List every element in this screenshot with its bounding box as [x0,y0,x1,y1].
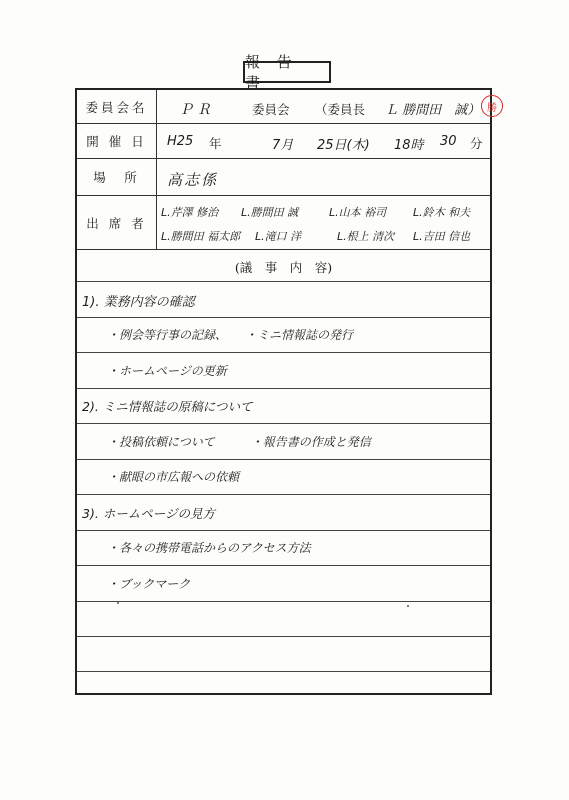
date-era-year: H25 [167,134,194,149]
place-value-cell [157,159,490,195]
attendee-7: L.根上 清次 [337,230,395,243]
attendee-8: L.吉田 信也 [413,230,471,243]
rule-line [77,565,490,566]
rule-line [77,530,490,531]
committee-value [157,90,497,123]
paper-speck [117,602,119,604]
committee-row [77,90,497,124]
minutes-line-9: ・ブックマーク [107,577,191,591]
attendee-1: L.芹澤 修治 [161,206,219,219]
attendees-row [77,196,490,250]
date-row [77,124,490,159]
attendee-4: L.鈴木 和夫 [413,206,471,219]
committee-label: 委員会名 [77,90,157,123]
minutes-line-1: 1). 業務内容の確認 [82,295,195,310]
minutes-line-5: ・投稿依頼について ・報告書の作成と発信 [107,435,371,449]
place-label: 場 所 [77,159,157,195]
date-value [157,124,490,158]
committee-name: ＰＲ [179,102,215,118]
seal-stamp: 勝 [481,95,503,117]
rule-line [77,388,490,389]
attendees-label: 出 席 者 [77,196,157,249]
date-label: 開 催 日 [77,124,157,158]
date-day: 25日(木) [317,138,370,153]
chair-prefix: （委員長 [315,102,366,117]
rule-line [77,459,490,460]
minutes-line-6: ・献眼の市広報への依頼 [107,470,240,484]
minutes-header-row [77,250,490,282]
committee-suffix: 委員会 [252,102,290,117]
rule-line [77,636,490,637]
minutes-area [77,282,490,693]
minutes-line-8: ・各々の携帯電話からのアクセス方法 [107,541,311,555]
date-year-unit: 年 [209,136,222,151]
place-row [77,159,490,196]
attendee-5: L.勝間田 福太郎 [161,230,241,243]
minutes-line-4: 2). ミニ情報誌の原稿について [82,399,253,414]
rule-line [77,352,490,353]
attendees-value [157,196,490,249]
minutes-line-7: 3). ホームページの見方 [82,506,216,521]
date-minute: 30 [440,134,457,149]
date-month: 7月 [272,138,294,153]
rule-line [77,671,490,672]
attendee-2: L.勝間田 誠 [241,206,299,219]
report-form [75,88,497,695]
minutes-header: (議 事 内 容) [234,260,333,275]
minutes-line-2: ・例会等行事の記録、 ・ミニ情報誌の発行 [107,328,354,342]
paper-speck [407,605,409,607]
document-title: 報 告 書 [243,61,331,83]
rule-line [77,423,490,424]
date-hour: 18時 [394,138,424,153]
attendee-3: L.山本 裕司 [329,206,387,219]
minutes-line-3: ・ホームページの更新 [107,364,227,378]
place-value: 高志係 [167,171,219,189]
attendee-6: L.滝口 洋 [255,230,302,243]
rule-line [77,317,490,318]
date-minute-unit: 分 [470,136,483,151]
chair-name: Ｌ 勝間田 誠） [385,103,481,118]
rule-line [77,601,490,602]
rule-line [77,494,490,495]
